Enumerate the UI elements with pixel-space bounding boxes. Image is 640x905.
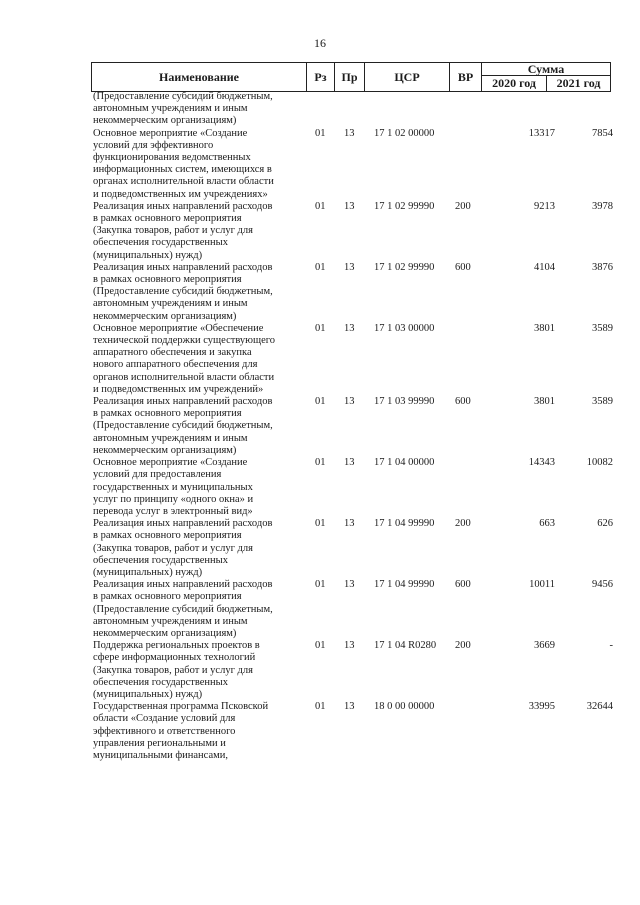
row-name-line: автономным учреждениям и иным — [93, 103, 248, 115]
cell-sum-2020: 33995 — [528, 701, 555, 713]
cell-vr: 200 — [455, 200, 471, 212]
row-name-line: Реализация иных направлений расходов — [93, 518, 273, 530]
cell-sum-2021: 7854 — [592, 127, 613, 139]
cell-pr: 13 — [344, 457, 355, 469]
row-name — [93, 701, 308, 762]
table-row — [93, 396, 613, 457]
row-name-line: эффективного и ответственного — [93, 725, 236, 737]
cell-sum-2021: 9456 — [592, 579, 613, 591]
cell-rz: 01 — [315, 200, 326, 212]
row-name-line: автономным учреждениям и иным — [93, 615, 248, 627]
row-name-line: (Предоставление субсидий бюджетным, — [93, 91, 273, 102]
cell-rz: 01 — [315, 701, 326, 713]
row-name-line: сфере информационных технологий — [93, 652, 256, 664]
row-name-line: и подведомственных им учреждениях» — [93, 188, 268, 200]
header-rz: Рз — [306, 63, 334, 91]
cell-sum-2020: 663 — [539, 518, 555, 530]
row-name-line: обеспечения государственных — [93, 676, 228, 688]
cell-csr: 17 1 02 99990 — [374, 261, 435, 273]
cell-sum-2021: 10082 — [586, 457, 613, 469]
cell-sum-2021: - — [609, 640, 613, 652]
header-vr: ВР — [449, 63, 481, 91]
cell-sum-2021: 3876 — [592, 261, 613, 273]
header-name: Наименование — [91, 63, 306, 91]
page-number: 16 — [314, 36, 326, 50]
cell-csr: 17 1 02 00000 — [374, 127, 435, 139]
table-body — [93, 91, 613, 762]
header-2021: 2021 год — [546, 76, 611, 91]
row-name-line: обеспечения государственных — [93, 237, 228, 249]
cell-sum-2020: 3801 — [534, 396, 555, 408]
row-name — [93, 457, 308, 518]
row-name-line: некоммерческим организациям) — [93, 627, 237, 639]
row-name-line: (муниципальных) нужд) — [93, 249, 203, 261]
row-name-line: Поддержка региональных проектов в — [93, 640, 260, 652]
row-name-line: (Предоставление субсидий бюджетным, — [93, 420, 273, 432]
row-name-line: (муниципальных) нужд) — [93, 688, 203, 700]
cell-rz: 01 — [315, 261, 326, 273]
cell-pr: 13 — [344, 640, 355, 652]
table-row — [93, 128, 613, 201]
cell-rz: 01 — [315, 518, 326, 530]
row-name-line: (муниципальных) нужд) — [93, 566, 203, 578]
cell-csr: 17 1 02 99990 — [374, 200, 435, 212]
row-name-line: Государственная программа Псковской — [93, 701, 269, 713]
row-name-line: Основное мероприятие «Создание — [93, 457, 248, 469]
table-row — [93, 201, 613, 262]
header-sum: Сумма — [481, 63, 611, 76]
cell-csr: 17 1 03 00000 — [374, 322, 435, 334]
row-name-line: условий для предоставления — [93, 469, 222, 481]
row-name-line: обеспечения государственных — [93, 554, 228, 566]
row-name — [93, 128, 308, 201]
row-name-line: автономным учреждениям и иным — [93, 298, 248, 310]
cell-pr: 13 — [344, 579, 355, 591]
row-name-line: в рамках основного мероприятия — [93, 408, 242, 420]
cell-rz: 01 — [315, 322, 326, 334]
cell-sum-2021: 3978 — [592, 200, 613, 212]
row-name-line: государственных и муниципальных — [93, 481, 253, 493]
row-name-line: Реализация иных направлений расходов — [93, 396, 273, 408]
cell-vr: 200 — [455, 518, 471, 530]
row-name-line: условий для эффективного — [93, 139, 214, 151]
cell-sum-2021: 626 — [597, 518, 613, 530]
header-csr: ЦСР — [364, 63, 449, 91]
cell-csr: 17 1 04 R0280 — [374, 640, 437, 652]
cell-sum-2020: 14343 — [528, 457, 555, 469]
cell-vr: 200 — [455, 640, 471, 652]
cell-csr: 17 1 04 99990 — [374, 518, 435, 530]
row-name — [93, 201, 308, 262]
row-name — [93, 323, 308, 396]
row-name-line: технической поддержки существующего — [93, 335, 276, 347]
row-name-line: в рамках основного мероприятия — [93, 591, 242, 603]
row-name-line: (Предоставление субсидий бюджетным, — [93, 603, 273, 615]
cell-rz: 01 — [315, 396, 326, 408]
row-name-line: в рамках основного мероприятия — [93, 274, 242, 286]
cell-sum-2021: 3589 — [592, 322, 613, 334]
row-name-line: органах исполнительной власти области — [93, 176, 274, 188]
cell-rz: 01 — [315, 457, 326, 469]
row-name-line: автономным учреждениям и иным — [93, 432, 248, 444]
cell-sum-2020: 10011 — [529, 579, 555, 591]
cell-pr: 13 — [344, 322, 355, 334]
table-row — [93, 457, 613, 518]
row-name-line: органов исполнительной власти области — [93, 371, 275, 383]
table-row — [93, 701, 613, 762]
table-row — [93, 323, 613, 396]
row-name-line: функционирования ведомственных — [93, 152, 251, 164]
cell-csr: 17 1 03 99990 — [374, 396, 435, 408]
cell-csr: 18 0 00 00000 — [374, 701, 435, 713]
row-name — [93, 396, 308, 457]
row-name-line: Основное мероприятие «Создание — [93, 127, 248, 139]
row-name — [93, 579, 308, 640]
cell-pr: 13 — [344, 701, 355, 713]
row-name-line: (Предоставление субсидий бюджетным, — [93, 286, 273, 298]
cell-sum-2020: 3669 — [534, 640, 555, 652]
row-name-line: Реализация иных направлений расходов — [93, 261, 273, 273]
cell-vr: 600 — [455, 396, 471, 408]
cell-sum-2021: 3589 — [592, 396, 613, 408]
row-name-line: управления региональными и — [93, 737, 226, 749]
cell-sum-2021: 32644 — [586, 701, 613, 713]
cell-rz: 01 — [315, 127, 326, 139]
row-name-line: области «Создание условий для — [93, 713, 236, 725]
cell-sum-2020: 4104 — [534, 261, 555, 273]
header-pr: Пр — [334, 63, 364, 91]
row-name-line: (Закупка товаров, работ и услуг для — [93, 664, 253, 676]
row-name-line: аппаратного обеспечения и закупка — [93, 347, 252, 359]
row-name-line: Реализация иных направлений расходов — [93, 579, 273, 591]
row-name — [93, 91, 308, 128]
cell-rz: 01 — [315, 579, 326, 591]
row-name-line: и подведомственных им учреждений» — [93, 383, 264, 395]
cell-csr: 17 1 04 99990 — [374, 579, 435, 591]
row-name-line: в рамках основного мероприятия — [93, 213, 242, 225]
cell-sum-2020: 13317 — [528, 127, 555, 139]
row-name-line: Реализация иных направлений расходов — [93, 200, 273, 212]
table-row — [93, 640, 613, 701]
cell-sum-2020: 3801 — [534, 322, 555, 334]
table-row — [93, 579, 613, 640]
table-row — [93, 262, 613, 323]
row-name-line: в рамках основного мероприятия — [93, 530, 242, 542]
row-name-line: нового аппаратного обеспечения для — [93, 359, 258, 371]
row-name-line: информационных систем, имеющихся в — [93, 164, 272, 176]
cell-rz: 01 — [315, 640, 326, 652]
cell-pr: 13 — [344, 518, 355, 530]
cell-vr: 600 — [455, 261, 471, 273]
cell-csr: 17 1 04 00000 — [374, 457, 435, 469]
row-name-line: Основное мероприятие «Обеспечение — [93, 322, 264, 334]
cell-pr: 13 — [344, 261, 355, 273]
row-name — [93, 518, 308, 579]
row-name — [93, 640, 308, 701]
row-name-line: услуг по принципу «одного окна» и — [93, 493, 254, 505]
row-name-line: (Закупка товаров, работ и услуг для — [93, 542, 253, 554]
row-name-line: некоммерческим организациям) — [93, 310, 237, 322]
cell-pr: 13 — [344, 396, 355, 408]
cell-sum-2020: 9213 — [534, 200, 555, 212]
row-name-line: перевода услуг в электронный вид» — [93, 505, 253, 517]
table-row — [93, 518, 613, 579]
cell-pr: 13 — [344, 200, 355, 212]
cell-vr: 600 — [455, 579, 471, 591]
row-name-line: некоммерческим организациям) — [93, 444, 237, 456]
header-2020: 2020 год — [481, 76, 546, 91]
table-row — [93, 91, 613, 128]
cell-pr: 13 — [344, 127, 355, 139]
row-name-line: муниципальными финансами, — [93, 749, 228, 761]
table-header — [91, 62, 611, 92]
row-name-line: некоммерческим организациям) — [93, 115, 237, 127]
row-name — [93, 262, 308, 323]
row-name-line: (Закупка товаров, работ и услуг для — [93, 225, 253, 237]
